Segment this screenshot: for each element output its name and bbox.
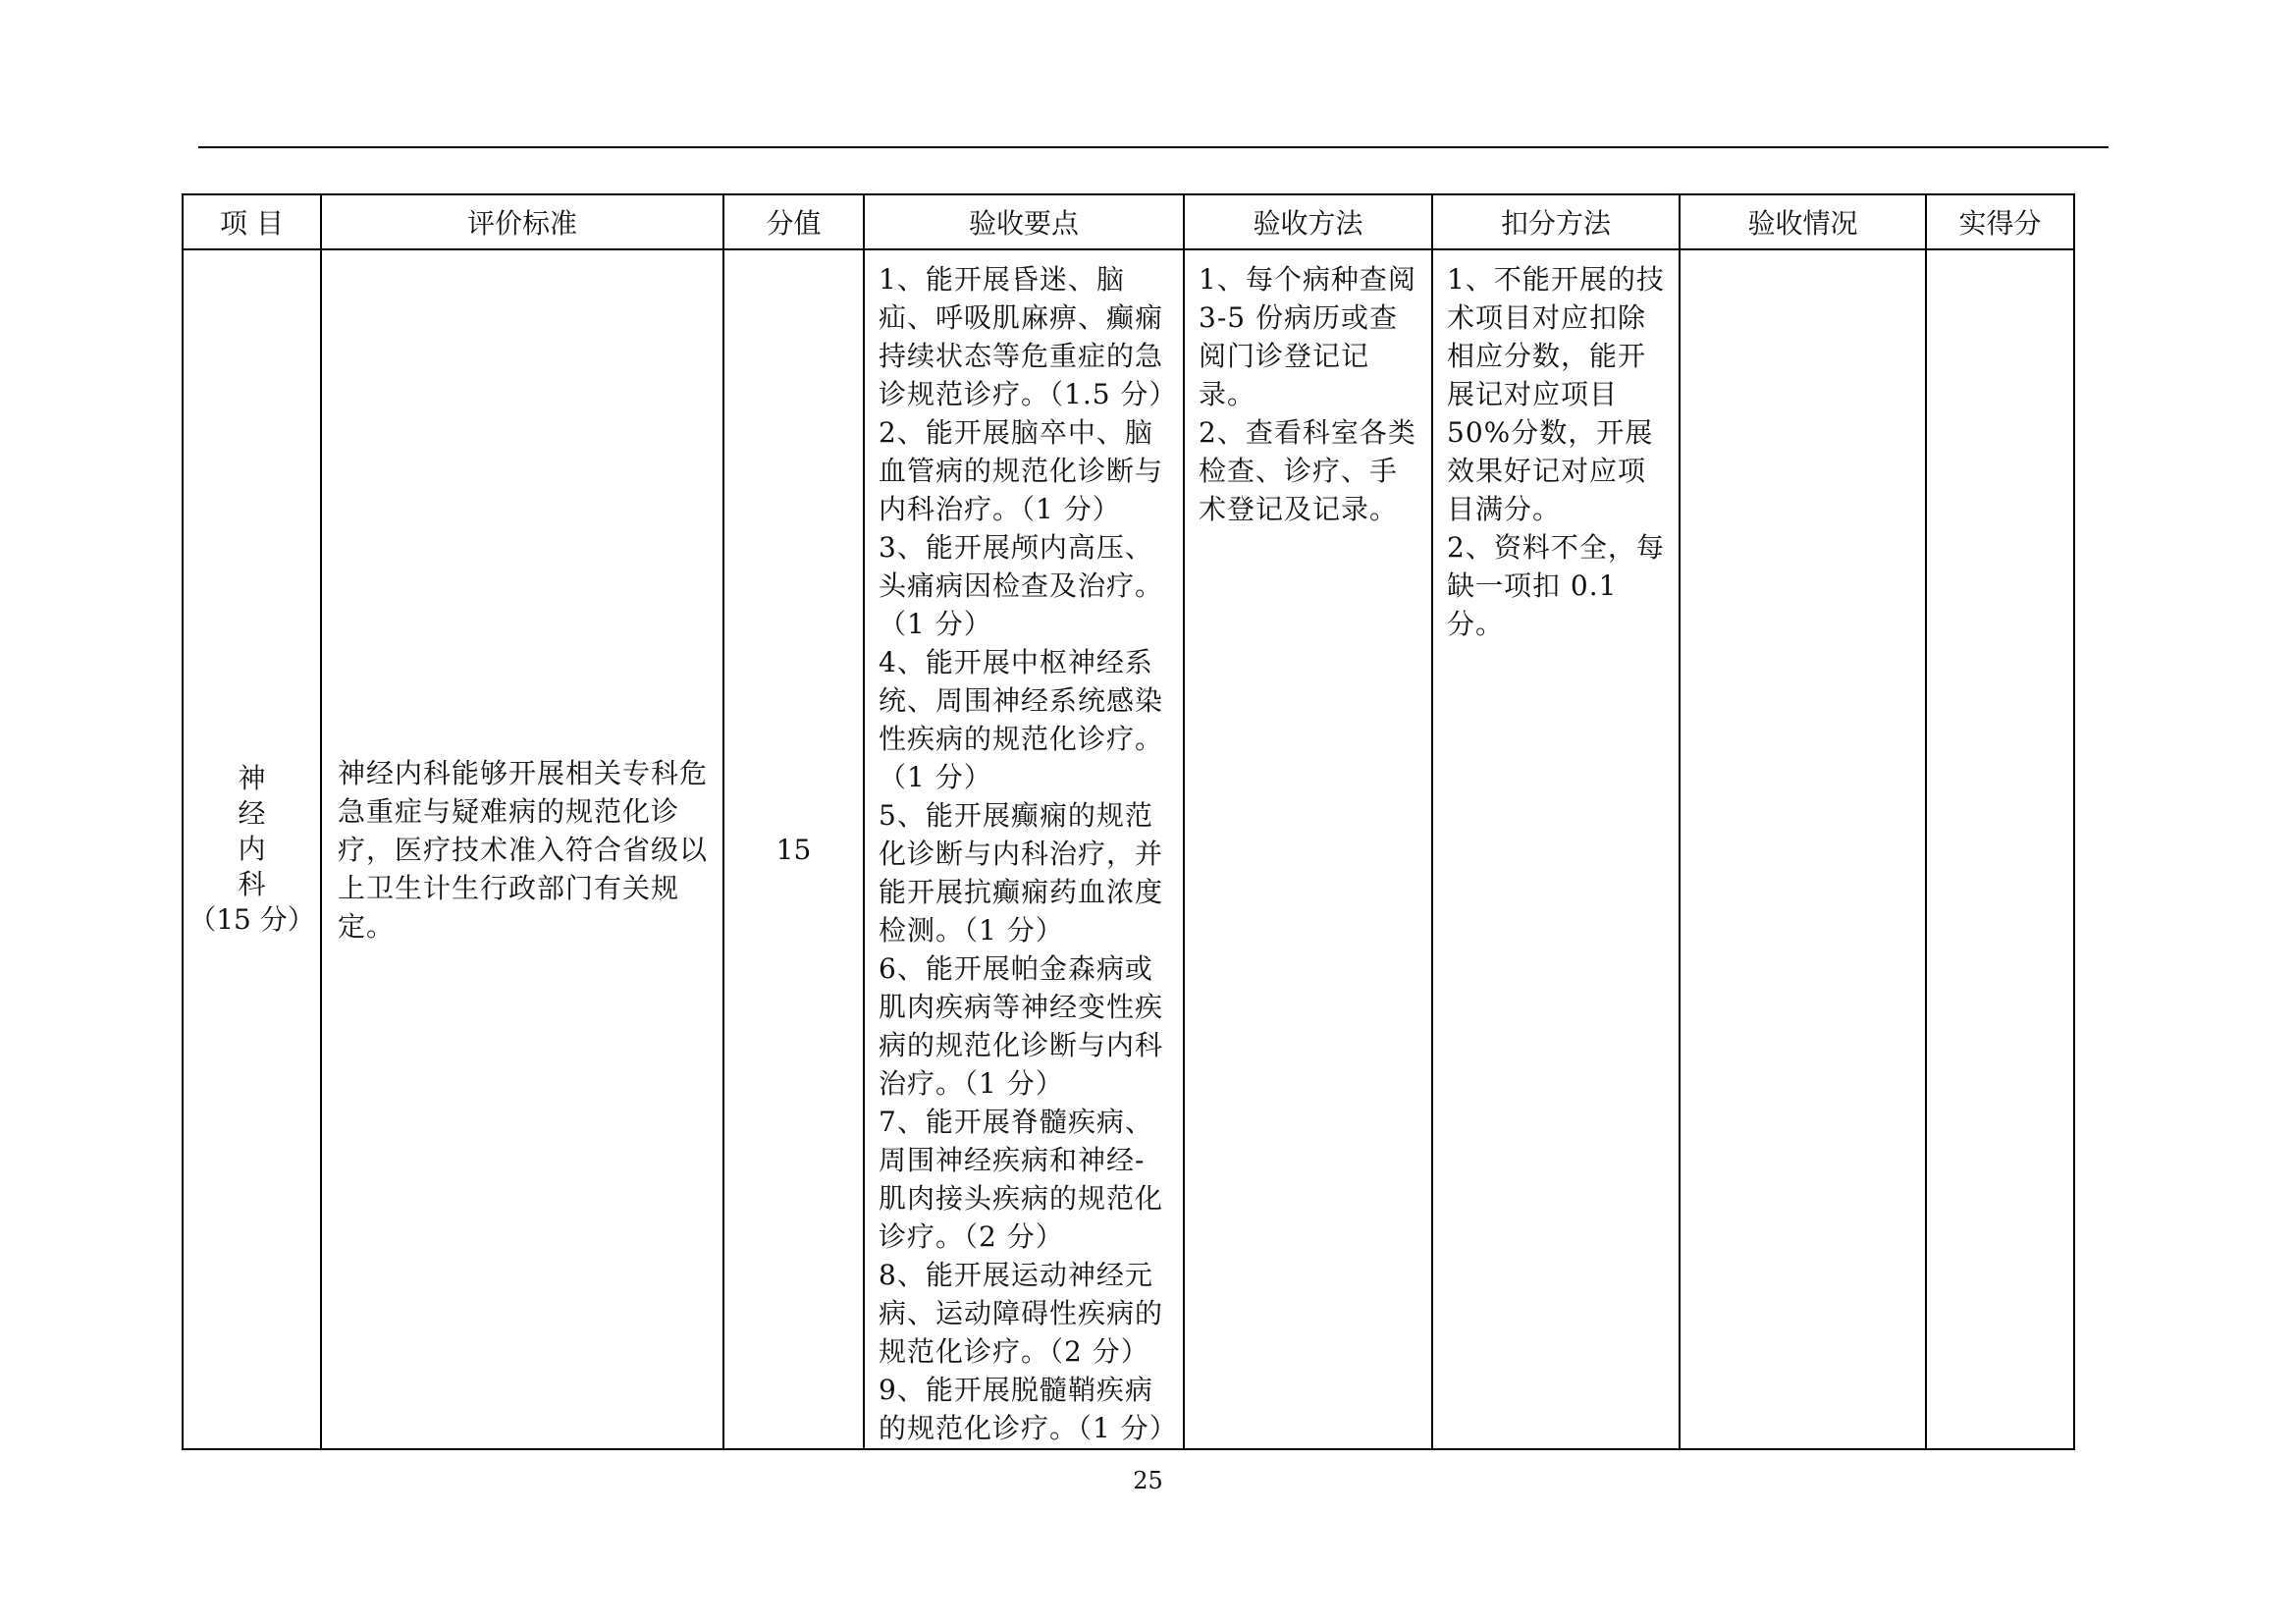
acceptance-status-cell bbox=[1680, 249, 1926, 1449]
header-rule bbox=[198, 146, 2109, 148]
table-header-row bbox=[183, 194, 2074, 249]
acceptance-point: 2、能开展脑卒中、脑血管病的规范化诊断与内科治疗。（1 分） bbox=[879, 416, 1164, 525]
header-score: 分值 bbox=[723, 194, 864, 249]
acceptance-method-cell bbox=[1184, 249, 1432, 1449]
project-name bbox=[188, 761, 315, 938]
header-acceptance-points: 验收要点 bbox=[864, 194, 1184, 249]
project-score: （15 分） bbox=[188, 903, 315, 936]
acceptance-point: 9、能开展脱髓鞘疾病的规范化诊疗。（1 分） bbox=[879, 1374, 1178, 1444]
criteria-cell: 神经内科能够开展相关专科危急重症与疑难病的规范化诊疗，医疗技术准入符合省级以上卫生计生行政部门有关规定。 bbox=[321, 249, 723, 1449]
header-deduction-method: 扣分方法 bbox=[1432, 194, 1680, 249]
deduction-method-cell bbox=[1432, 249, 1680, 1449]
project-cell bbox=[183, 249, 321, 1449]
deduction-method: 1、不能开展的技术项目对应扣除相应分数，能开展记对应项目 50%分数，开展效果好记对应项目满分。 bbox=[1447, 263, 1665, 525]
actual-score-cell bbox=[1926, 249, 2074, 1449]
acceptance-point: 6、能开展帕金森病或肌肉疾病等神经变性疾病的规范化诊断与内科治疗。（1 分） bbox=[879, 952, 1164, 1100]
acceptance-point: 7、能开展脊髓疾病、周围神经疾病和神经-肌肉接头疾病的规范化诊疗。（2 分） bbox=[879, 1106, 1164, 1253]
score-cell: 15 bbox=[723, 249, 864, 1449]
header-acceptance-method: 验收方法 bbox=[1184, 194, 1432, 249]
acceptance-point: 8、能开展运动神经元病、运动障碍性疾病的规范化诊疗。（2 分） bbox=[879, 1259, 1164, 1368]
acceptance-points-cell bbox=[864, 249, 1184, 1449]
header-project: 项 目 bbox=[183, 194, 321, 249]
acceptance-point: 4、能开展中枢神经系统、周围神经系统感染性疾病的规范化诊疗。（1 分） bbox=[879, 646, 1164, 793]
acceptance-point: 3、能开展颅内高压、头痛病因检查及治疗。（1 分） bbox=[879, 531, 1164, 640]
acceptance-point: 5、能开展癫痫的规范化诊断与内科治疗，并能开展抗癫痫药血浓度检测。（1 分） bbox=[879, 799, 1164, 947]
deduction-method: 2、资料不全，每缺一项扣 0.1 分。 bbox=[1447, 531, 1665, 640]
header-acceptance-status: 验收情况 bbox=[1680, 194, 1926, 249]
acceptance-method: 1、每个病种查阅 3-5 份病历或查阅门诊登记记录。 bbox=[1199, 263, 1416, 410]
evaluation-table bbox=[182, 193, 2075, 1450]
acceptance-point: 1、能开展昏迷、脑疝、呼吸肌麻痹、癫痫持续状态等危重症的急诊规范诊疗。（1.5 分） bbox=[879, 263, 1178, 410]
page-number: 25 bbox=[1133, 1467, 1163, 1494]
project-char: 科 bbox=[238, 868, 266, 900]
project-char: 经 bbox=[238, 797, 266, 830]
project-char: 神 bbox=[238, 762, 266, 794]
header-criteria: 评价标准 bbox=[321, 194, 723, 249]
table-row bbox=[183, 249, 2074, 1449]
acceptance-method: 2、查看科室各类检查、诊疗、手术登记及记录。 bbox=[1199, 416, 1416, 525]
header-actual-score: 实得分 bbox=[1926, 194, 2074, 249]
project-char: 内 bbox=[238, 833, 266, 865]
